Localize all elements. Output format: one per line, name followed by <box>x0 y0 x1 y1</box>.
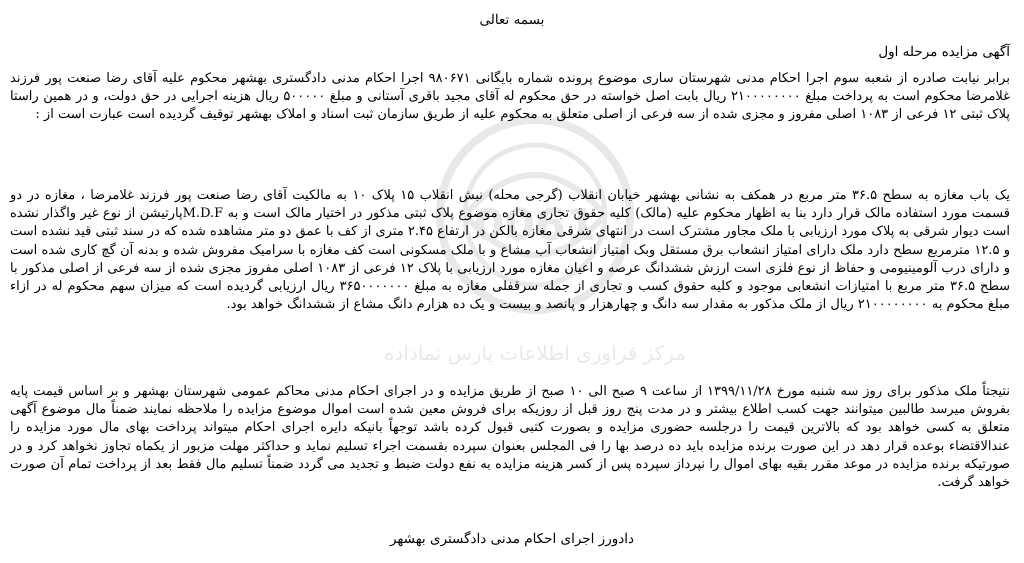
signature-line: دادورز اجرای احکام مدنی دادگستری بهشهر <box>389 531 635 547</box>
watermark-text: مرکز فراوری اطلاعات پارس نماداده <box>384 341 686 365</box>
paragraph-auction-terms: نتیجتاً ملک مذکور برای روز سه شنبه مورخ ۱۳۹۹/۱۱/۲۸ از ساعت ۹ صبح الی ۱۰ صبح از طریق مزایده و در اجرای احکام مدنی محاکم عمومی شهرستان بهشهر و بر اساس قیمت پایه بفروش میرسد طالبین میتوانند جهت کسب اطلاع بیشتر و در مدت پنج روز قبل از روزیکه برای فروش معین شده است اموال موضوع مزایده را ملاحظه نمایند ضمناً مال موضوع آگهی متعلق به کسی خواهد بود که بالاترین قیمت را درجلسه حضوری مزایده و بصورت کتبی قبول کرده باشد توجهاً بانیکه دایره اجرای احکام میتواند پرداخت بهای مال مورد مزایده را عندالاقتضاء بوعده قرار دهد در این صورت برنده مزایده باید ده درصد بها را فی المجلس بعنوان سپرده بقسمت اجراء تسلیم نماید و حداکثر مهلت مزبور از یکماه تجاوز نخواهد کرد و در صورتیکه برنده مزایده در موعد مقرر بقیه بهای اموال را نپرداز سپرده پس از کسر هزینه مزایده به نفع دولت ضبط و تجدید می گردد ضمناً تسلیم مال فقط بعد از پرداخت تمام آن صورت خواهد گرفت. <box>10 384 1010 491</box>
page-header: بسمه تعالی <box>479 12 545 28</box>
svg-text:0061: 0061 <box>473 200 597 251</box>
notice-title: آگهی مزایده مرحله اول <box>878 44 1010 60</box>
paragraph-property-description: یک باب مغازه به سطح ۳۶.۵ متر مربع در همکف به نشانی بهشهر خیابان انقلاب (گرجی محله) نبش انقلاب ۱۵ پلاک ۱۰ به مالکیت آقای رضا صنعت پور فرزند غلامرضا ، مغازه در دو قسمت مورد استفاده مالک قرار دارد بنا به اظهار محکوم علیه (مالک) کلیه حقوق تجاری مغازه موضوع پلاک ثبتی مذکور در اختیار مالک است و به M.D.Fپارتیشن از نوع غیر واگذار نشده است دیوار شرقی به پلاک مورد ارزیابی با ملک مجاور مشترک است در انتهای شرقی مغازه بالکن در ارتفاع ۲.۴۵ متری از کف با عمق دو متر مشاهده شده که در سند ثبتی قید نشده است و ۱۲.۵ مترمربع سطح دارد ملک دارای امتیاز انشعاب برق مستقل وبک امتیاز انشعاب آب مشاع و با ملک مسکونی است کف مغازه با سرامیک مفروش شده و بدنه آن گچ کاری شده است و دارای درب آلومینیومی و حفاظ از نوع فلزی است ارزش ششدانگ عرصه و اعیان مغازه مورد ارزیابی با پلاک ۱۲ فرعی از ۱۰۸۳ اصلی مفروز مجزی شده از سه فرعی از اصلی مذکور با سطح ۳۶.۵ متر مربع با امتیازات انشعابی موجود و کلیه حقوق کسب و تجاری از جمله سرقفلی مغازه به مبلغ ۳۶۵۰۰۰۰۰۰۰ ریال ارزیابی گردیده است که میزان سهم محکوم له در ازاء مبلغ محکوم به ۲۱۰۰۰۰۰۰۰۰ ریال از ملک مذکور به مقدار سه دانگ و چهارهزار و پانصد و بیست و یک ده هزارم دانگ مشاع از ششدانگ خواهد بود. <box>10 188 1010 313</box>
paragraph-case-details: برابر نیابت صادره از شعبه سوم اجرا احکام مدنی شهرستان ساری موضوع پرونده شماره بایگانی ۹۸۰۶۷۱ اجرا احکام مدنی دادگستری بهشهر محکوم علیه آقای رضا صنعت پور فرزند غلامرضا محکوم است به پرداخت مبلغ ۲۱۰۰۰۰۰۰۰۰ ریال بابت اصل خواسته در حق محکوم له آقای مجید باقری آستانی و مبلغ ۵۰۰۰۰۰ ریال هزینه اجرایی در حق دولت، و در همین راستا پلاک ثبتی ۱۲ فرعی از ۱۰۸۳ اصلی مفروز و مجزی شده از سه فرعی از اصلی متعلق به محکوم علیه از طریق سازمان ثبت اسناد و املاک بهشهر توقیف گردیده است عبارت است از : <box>10 71 1010 123</box>
